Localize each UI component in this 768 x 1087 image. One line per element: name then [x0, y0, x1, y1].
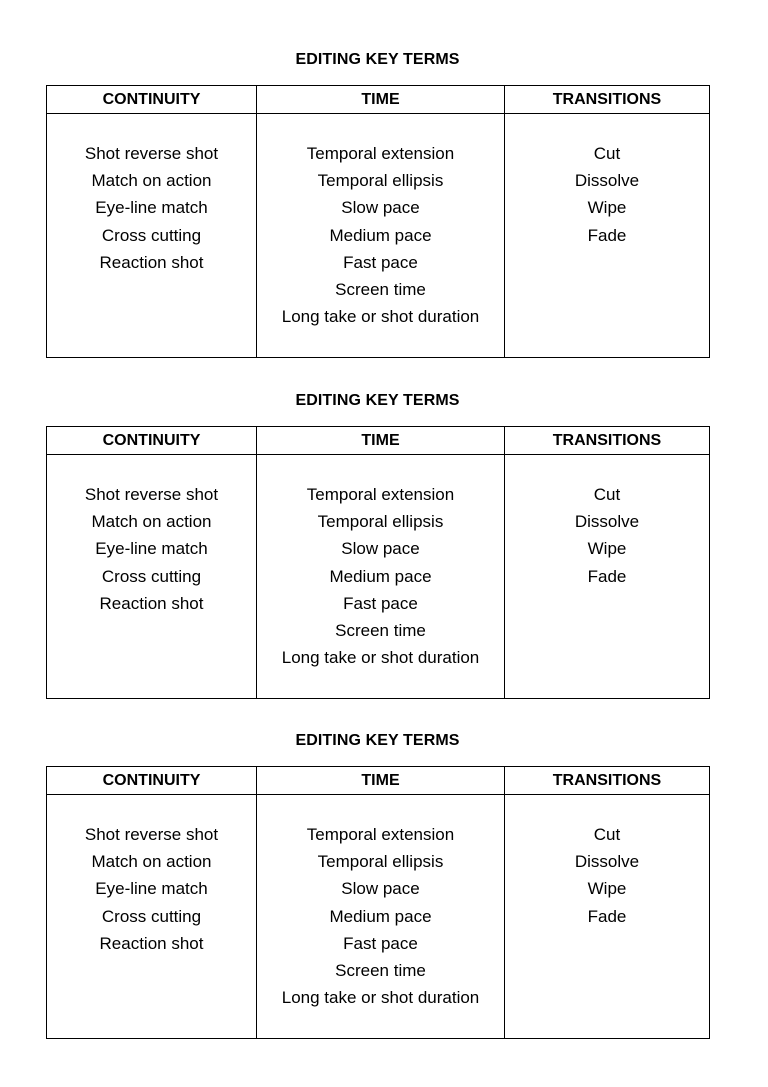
- transitions-term: Dissolve: [574, 171, 640, 191]
- transitions-cell: [505, 795, 710, 1039]
- header-continuity: CONTINUITY: [47, 427, 257, 455]
- continuity-term: Match on action: [91, 852, 212, 872]
- transitions-term: Cut: [593, 825, 621, 844]
- terms-row: [47, 114, 710, 358]
- continuity-cell: [47, 455, 257, 699]
- continuity-term: Reaction shot: [99, 593, 204, 613]
- transitions-term: Wipe: [587, 539, 627, 559]
- key-terms-block: [46, 729, 709, 1039]
- time-term: Medium pace: [329, 225, 432, 245]
- transitions-term: Dissolve: [574, 512, 640, 532]
- time-term: Temporal extension: [306, 144, 455, 163]
- time-term: Slow pace: [341, 879, 420, 899]
- terms-table: [46, 426, 710, 699]
- continuity-term: Shot reverse shot: [84, 144, 219, 163]
- time-cell: [257, 795, 505, 1039]
- header-transitions: TRANSITIONS: [505, 767, 710, 795]
- continuity-term: Cross cutting: [101, 225, 202, 245]
- header-transitions: TRANSITIONS: [505, 86, 710, 114]
- block-title: EDITING KEY TERMS: [295, 51, 460, 68]
- transitions-list: [505, 795, 709, 930]
- continuity-term: Shot reverse shot: [84, 825, 219, 844]
- time-term: Temporal ellipsis: [317, 852, 444, 872]
- block-title: EDITING KEY TERMS: [295, 732, 460, 749]
- transitions-term: Fade: [587, 566, 627, 586]
- time-term: Temporal ellipsis: [317, 171, 444, 191]
- header-row: [47, 767, 710, 795]
- time-term: Medium pace: [329, 566, 432, 586]
- transitions-cell: [505, 455, 710, 699]
- time-term: Temporal extension: [306, 485, 455, 504]
- transitions-cell: [505, 114, 710, 358]
- continuity-term: Reaction shot: [99, 933, 204, 953]
- key-terms-block: [46, 48, 709, 358]
- time-term: Slow pace: [341, 539, 420, 559]
- time-term: Medium pace: [329, 906, 432, 926]
- transitions-term: Fade: [587, 906, 627, 926]
- transitions-term: Fade: [587, 225, 627, 245]
- time-term: Fast pace: [343, 593, 418, 613]
- header-row: [47, 427, 710, 455]
- time-term: Screen time: [335, 620, 426, 640]
- terms-table: [46, 766, 710, 1039]
- terms-table: [46, 85, 710, 358]
- continuity-term: Cross cutting: [101, 906, 202, 926]
- time-term: Slow pace: [341, 198, 420, 218]
- terms-row: [47, 795, 710, 1039]
- continuity-term: Eye-line match: [95, 879, 208, 899]
- time-term: Screen time: [335, 960, 426, 980]
- time-cell: [257, 114, 505, 358]
- continuity-term: Reaction shot: [99, 252, 204, 272]
- transitions-term: Cut: [593, 485, 621, 504]
- continuity-list: [47, 114, 256, 276]
- continuity-term: Eye-line match: [95, 198, 208, 218]
- header-time: TIME: [257, 427, 505, 455]
- time-term: Long take or shot duration: [281, 988, 480, 1008]
- time-cell: [257, 455, 505, 699]
- continuity-cell: [47, 114, 257, 358]
- continuity-term: Eye-line match: [95, 539, 208, 559]
- time-term: Fast pace: [343, 933, 418, 953]
- time-term: Long take or shot duration: [281, 307, 480, 327]
- continuity-cell: [47, 795, 257, 1039]
- block-title: EDITING KEY TERMS: [295, 392, 460, 409]
- time-term: Temporal ellipsis: [317, 512, 444, 532]
- continuity-term: Match on action: [91, 171, 212, 191]
- transitions-term: Wipe: [587, 198, 627, 218]
- transitions-term: Wipe: [587, 879, 627, 899]
- continuity-term: Cross cutting: [101, 566, 202, 586]
- transitions-list: [505, 455, 709, 590]
- terms-row: [47, 455, 710, 699]
- time-term: Fast pace: [343, 252, 418, 272]
- time-term: Long take or shot duration: [281, 648, 480, 668]
- time-list: [257, 114, 504, 330]
- continuity-list: [47, 455, 256, 617]
- transitions-list: [505, 114, 709, 249]
- header-continuity: CONTINUITY: [47, 767, 257, 795]
- time-list: [257, 795, 504, 1011]
- transitions-term: Cut: [593, 144, 621, 163]
- key-terms-block: [46, 389, 709, 699]
- time-list: [257, 455, 504, 671]
- transitions-term: Dissolve: [574, 852, 640, 872]
- header-time: TIME: [257, 86, 505, 114]
- header-transitions: TRANSITIONS: [505, 427, 710, 455]
- time-term: Screen time: [335, 279, 426, 299]
- continuity-term: Match on action: [91, 512, 212, 532]
- header-time: TIME: [257, 767, 505, 795]
- continuity-list: [47, 795, 256, 957]
- header-continuity: CONTINUITY: [47, 86, 257, 114]
- header-row: [47, 86, 710, 114]
- time-term: Temporal extension: [306, 825, 455, 844]
- continuity-term: Shot reverse shot: [84, 485, 219, 504]
